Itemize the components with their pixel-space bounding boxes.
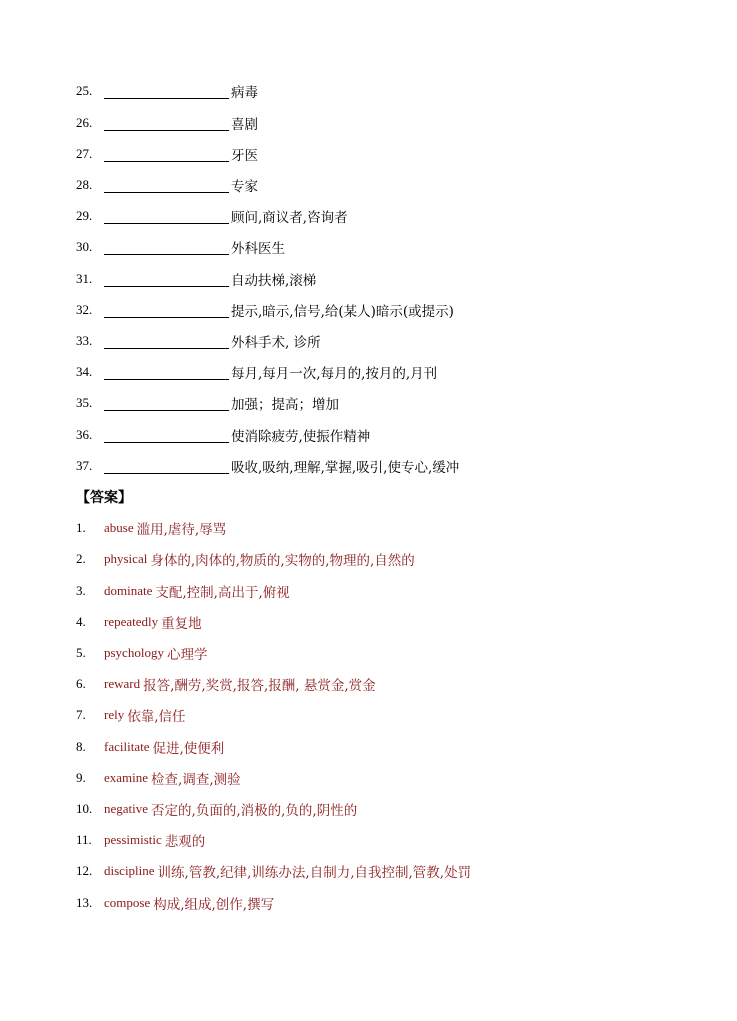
question-number: 32. <box>76 302 93 317</box>
question-number: 33. <box>76 333 93 348</box>
answer-blank <box>104 84 229 99</box>
answer-row <box>76 799 357 819</box>
answer-blank <box>104 240 229 255</box>
answer-number: 5. <box>76 645 86 660</box>
question-number: 29. <box>76 208 93 223</box>
question-row <box>76 269 316 289</box>
answer-row <box>76 612 202 632</box>
answer-blank <box>104 365 229 380</box>
answer-word: repeatedly <box>104 614 159 629</box>
question-row <box>76 237 285 257</box>
question-number: 25. <box>76 83 93 98</box>
answer-row <box>76 643 207 663</box>
answer-blank <box>104 147 229 162</box>
answer-blank <box>104 178 229 193</box>
answer-number: 10. <box>76 801 93 816</box>
answer-definition: 依靠,信任 <box>127 709 186 725</box>
answer-row <box>76 581 290 601</box>
question-definition: 吸收,吸纳,理解,掌握,吸引,使专心,缓冲 <box>231 460 460 476</box>
answer-definition: 重复地 <box>161 616 202 632</box>
answer-word: abuse <box>104 520 134 535</box>
answer-definition: 支配,控制,高出于,俯视 <box>155 585 290 601</box>
answer-blank <box>104 459 229 474</box>
question-number: 31. <box>76 271 93 286</box>
answer-number: 7. <box>76 707 86 722</box>
question-row <box>76 456 459 476</box>
answer-number: 6. <box>76 676 86 691</box>
question-row <box>76 175 258 195</box>
answer-word: discipline <box>104 863 155 878</box>
question-definition: 专家 <box>231 179 258 195</box>
answer-word: pessimistic <box>104 832 162 847</box>
question-row <box>76 144 258 164</box>
question-definition: 外科手术, 诊所 <box>231 335 321 351</box>
question-definition: 病毒 <box>231 85 258 101</box>
question-row <box>76 81 258 101</box>
answer-definition: 检查,调查,测验 <box>151 772 241 788</box>
answer-blank <box>104 334 229 349</box>
question-row <box>76 206 348 226</box>
answer-word: rely <box>104 707 125 722</box>
question-number: 35. <box>76 395 93 410</box>
answer-word: psychology <box>104 645 164 660</box>
answer-word: dominate <box>104 583 153 598</box>
answer-number: 4. <box>76 614 86 629</box>
answer-row <box>76 893 274 913</box>
answer-definition: 报答,酬劳,奖赏,报答,报酬, 悬赏金,赏金 <box>143 678 376 694</box>
question-definition: 加强；提高；增加 <box>231 397 339 413</box>
answer-row <box>76 674 376 694</box>
answer-row <box>76 830 205 850</box>
question-definition: 提示,暗示,信号,给(某人)暗示(或提示) <box>231 304 454 320</box>
answer-word: facilitate <box>104 739 150 754</box>
answer-row <box>76 768 241 788</box>
answer-row <box>76 549 415 569</box>
question-number: 36. <box>76 427 93 442</box>
answer-row <box>76 861 471 881</box>
question-row <box>76 393 339 413</box>
answer-definition: 身体的,肉体的,物质的,实物的,物理的,自然的 <box>150 553 415 569</box>
question-number: 28. <box>76 177 93 192</box>
answer-number: 12. <box>76 863 93 878</box>
question-number: 26. <box>76 115 93 130</box>
answer-definition: 训练,管教,纪律,训练办法,自制力,自我控制,管教,处罚 <box>157 865 472 881</box>
answer-number: 11. <box>76 832 92 847</box>
question-definition: 自动扶梯,滚梯 <box>231 273 317 289</box>
answer-number: 9. <box>76 770 86 785</box>
answer-definition: 心理学 <box>166 647 208 663</box>
answer-blank <box>104 116 229 131</box>
answer-row <box>76 737 224 757</box>
question-number: 37. <box>76 458 93 473</box>
answer-blank <box>104 303 229 318</box>
question-number: 34. <box>76 364 93 379</box>
question-row <box>76 362 437 382</box>
question-definition: 牙医 <box>231 148 258 164</box>
question-row <box>76 425 370 445</box>
answer-blank <box>104 272 229 287</box>
answer-definition: 悲观的 <box>164 834 206 850</box>
answer-word: compose <box>104 895 151 910</box>
answer-word: examine <box>104 770 149 785</box>
answer-number: 2. <box>76 551 86 566</box>
question-definition: 每月,每月一次,每月的,按月的,月刊 <box>231 366 438 382</box>
answer-word: negative <box>104 801 149 816</box>
answers-heading: 【答案】 <box>76 490 132 506</box>
question-number: 30. <box>76 239 93 254</box>
answer-number: 13. <box>76 895 93 910</box>
question-row <box>76 113 258 133</box>
answer-number: 1. <box>76 520 86 535</box>
answer-word: physical <box>104 551 148 566</box>
answer-definition: 滥用,虐待,辱骂 <box>136 522 227 538</box>
answer-blank <box>104 428 229 443</box>
answer-blank <box>104 209 229 224</box>
question-number: 27. <box>76 146 93 161</box>
answer-definition: 否定的,负面的,消极的,负的,阴性的 <box>151 803 358 819</box>
question-definition: 顾问,商议者,咨询者 <box>231 210 348 226</box>
answer-number: 3. <box>76 583 86 598</box>
question-row <box>76 300 454 320</box>
answer-row <box>76 518 226 538</box>
answer-definition: 构成,组成,创作,撰写 <box>153 897 275 913</box>
question-definition: 使消除疲劳,使振作精神 <box>231 429 371 445</box>
answer-definition: 促进,使便利 <box>152 741 225 757</box>
answer-row <box>76 705 186 725</box>
answer-blank <box>104 396 229 411</box>
question-definition: 喜剧 <box>231 117 258 133</box>
answer-word: reward <box>104 676 141 691</box>
question-definition: 外科医生 <box>231 241 285 257</box>
answer-number: 8. <box>76 739 86 754</box>
question-row <box>76 331 321 351</box>
